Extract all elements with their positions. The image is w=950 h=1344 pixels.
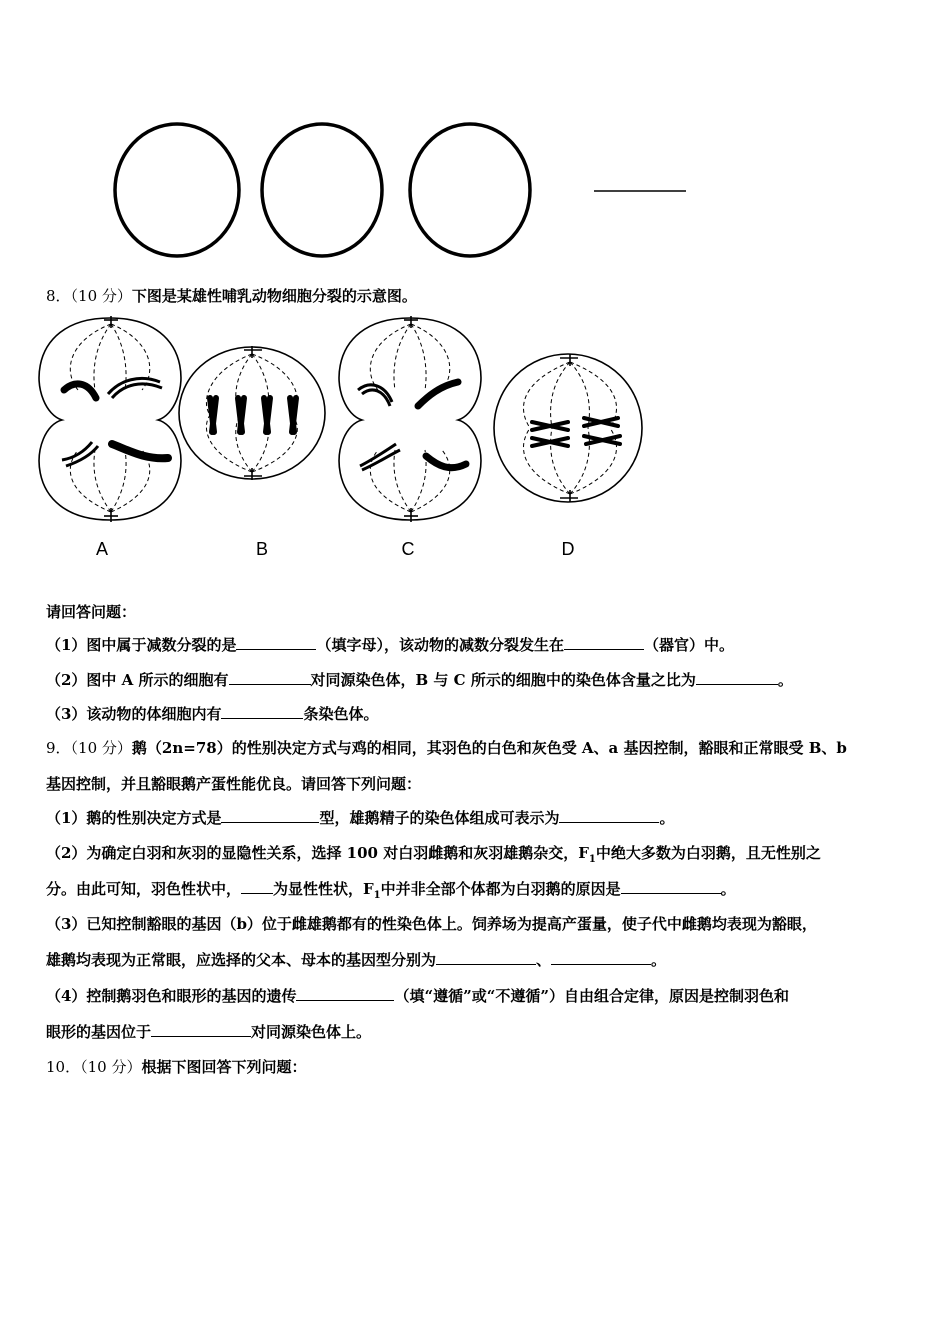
q9-part2-line2: 分。由此可知，羽色性状中， 为显性性状，$F_1$中并非全部个体都为白羽鹅的原因是 。 [46, 880, 736, 901]
cell-a [39, 316, 181, 522]
empty-circles-figure [0, 0, 950, 290]
q8-part1: （1）图中属于减数分裂的是 （填字母），该动物的减数分裂发生在 （器官）中。 [46, 636, 734, 654]
answer-blank[interactable] [241, 879, 273, 894]
q8-part2: （2）图中 A 所示的细胞有 对同源染色体，B 与 C 所示的细胞中的染色体含量之比为 。 [46, 671, 793, 689]
answer-blank[interactable] [696, 670, 778, 685]
q9-part1: （1）鹅的性别决定方式是 型，雄鹅精子的染色体组成可表示为 。 [46, 809, 675, 827]
answer-blank[interactable] [559, 808, 659, 823]
cell-label-c: C [401, 539, 415, 559]
q9-stem-line1: 9．（10 分）鹅（2n=78）的性别决定方式与鸡的相同，其羽色的白色和灰色受 A、a 基因控制，豁眼和正常眼受 B、b [46, 739, 847, 757]
cell-b [179, 346, 325, 480]
q8-stem-text: 下图是某雄性哺乳动物细胞分裂的示意图。 [131, 287, 417, 305]
answer-blank[interactable] [621, 879, 721, 894]
answer-blank[interactable] [564, 635, 644, 650]
q9-part3-line1: （3）已知控制豁眼的基因（b）位于雌雄鹅都有的性染色体上。饲养场为提高产蛋量，使子代中雌鹅均表现为豁眼， [46, 915, 817, 933]
q8-part3: （3）该动物的体细胞内有 条染色体。 [46, 705, 379, 723]
q9-stem-line2: 基因控制，并且豁眼鹅产蛋性能优良。请回答下列问题： [46, 775, 422, 793]
cell-c [339, 316, 481, 522]
cell-label-b: B [255, 539, 269, 559]
empty-circle-2 [262, 124, 382, 256]
q8-number: 8． [46, 287, 71, 305]
answer-blank[interactable] [221, 704, 303, 719]
answer-blank[interactable] [229, 670, 311, 685]
answer-blank[interactable] [296, 986, 394, 1001]
empty-circle-3 [410, 124, 530, 256]
answer-blank[interactable] [436, 950, 536, 965]
answer-blank[interactable] [551, 950, 651, 965]
cell-label-a: A [95, 539, 109, 559]
q8-prompt: 请回答问题： [46, 603, 137, 621]
answer-blank[interactable] [151, 1022, 251, 1037]
q8-score: （10 分） [70, 287, 132, 305]
q8-stem [46, 286, 417, 306]
answer-blank[interactable] [236, 635, 316, 650]
q10-stem: 10．（10 分）根据下图回答下列问题： [46, 1058, 307, 1076]
answer-blank[interactable] [221, 808, 319, 823]
cell-d [494, 354, 642, 502]
q9-part3-line2: 雄鹅均表现为正常眼，应选择的父本、母本的基因型分别为 、 。 [46, 951, 667, 969]
empty-circle-1 [115, 124, 239, 256]
q9-part4-line1: （4）控制鹅羽色和眼形的基因的遗传 （填“遵循”或“不遵循”）自由组合定律，原因是控制羽色和 [46, 987, 789, 1005]
cell-label-d: D [561, 539, 575, 559]
q9-part2-line1: （2）为确定白羽和灰羽的显隐性关系，选择 100 对白羽雌鹅和灰羽雄鹅杂交，$F_1$中绝大多数为白羽鹅，且无性别之 [46, 844, 821, 865]
q9-part4-line2: 眼形的基因位于 对同源染色体上。 [46, 1023, 372, 1041]
cell-division-figure [0, 310, 950, 570]
